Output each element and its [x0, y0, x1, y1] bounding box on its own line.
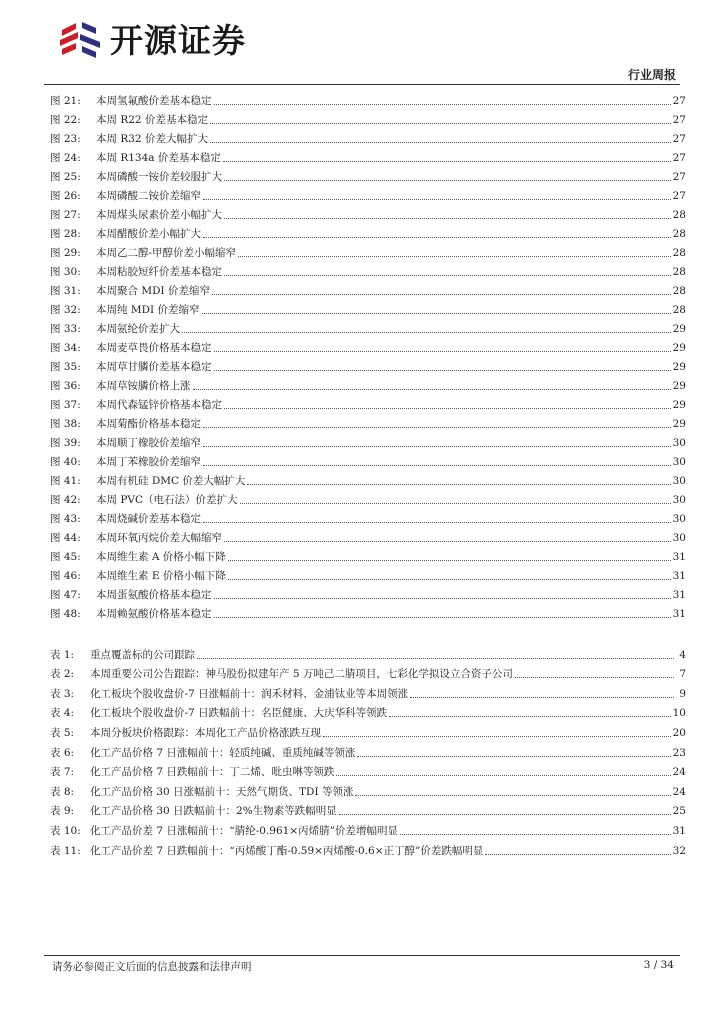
brand-logo-icon	[56, 18, 104, 64]
figure-entry-label: 图 25:	[50, 171, 81, 183]
figure-entry-page: 30	[672, 513, 686, 525]
figure-entry[interactable]	[50, 355, 686, 374]
table-entry-label: 表 11:	[50, 844, 81, 857]
figure-entry-leader	[212, 294, 671, 295]
figure-entry[interactable]	[50, 89, 686, 108]
report-type: 行业周报	[627, 68, 676, 82]
brand-logo	[56, 18, 246, 64]
table-entry-title: 化工产品价格 7 日涨幅前十：轻质纯碱、重质纯碱等领涨	[90, 746, 356, 759]
figure-entry-leader	[224, 541, 671, 542]
table-entry-title: 化工产品价差 7 日跌幅前十：“丙烯酸丁酯-0.59×丙烯酸-0.6×正丁醇”价差跌幅明显	[90, 844, 484, 857]
table-entry-page: 24	[672, 785, 686, 798]
figure-entry-leader	[182, 332, 671, 333]
brand-name: 开源证券	[110, 21, 246, 60]
figure-entry[interactable]	[50, 184, 686, 203]
figure-entry-page: 29	[672, 342, 686, 354]
table-entry-leader	[400, 834, 671, 835]
figure-entry[interactable]	[50, 146, 686, 165]
figure-entry-title: 本周蛋氨酸价格基本稳定	[96, 589, 212, 601]
table-entry-label: 表 3:	[50, 687, 75, 700]
figure-entry-page: 28	[672, 228, 686, 240]
figure-entry-leader	[224, 180, 671, 181]
figure-entry-label: 图 46:	[50, 570, 81, 582]
table-entry-leader	[323, 736, 671, 737]
table-entry-title: 化工产品价格 7 日跌幅前十：丁二烯、吡虫啉等领跌	[90, 766, 335, 779]
figure-entry[interactable]	[50, 298, 686, 317]
figure-entry-leader	[224, 218, 671, 219]
figure-entry-leader	[224, 275, 671, 276]
figure-entry-title: 本周 PVC（电石法）价差扩大	[96, 494, 238, 506]
figure-entry-title: 本周氨纶价差扩大	[96, 323, 180, 335]
figure-entry-title: 本周乙二醇-甲醇价差小幅缩窄	[96, 247, 237, 259]
figure-entry[interactable]	[50, 431, 686, 450]
figure-entry-label: 图 30:	[50, 266, 81, 278]
figure-entry-page: 31	[672, 608, 686, 620]
table-entry-title: 化工产品价格 30 日涨幅前十：天然气期货、TDI 等领涨	[90, 785, 354, 798]
table-entry-leader	[355, 795, 670, 796]
figure-entry-title: 本周环氧丙烷价差大幅缩窄	[96, 532, 222, 544]
figure-entry-label: 图 31:	[50, 285, 81, 297]
figure-entry-leader	[247, 484, 670, 485]
figure-entry-title: 本周丁苯橡胶价差缩窄	[96, 456, 201, 468]
table-entry[interactable]	[50, 818, 686, 838]
figure-entry-page: 29	[672, 323, 686, 335]
figure-entry-label: 图 40:	[50, 456, 81, 468]
figure-entry-page: 28	[672, 266, 686, 278]
page-number: 3 / 34	[643, 959, 674, 971]
table-entry-leader	[515, 677, 674, 678]
figure-entry-leader	[203, 522, 671, 523]
table-entry-label: 表 1:	[50, 648, 75, 661]
figure-entry-title: 本周氢氟酸价差基本稳定	[96, 95, 212, 107]
table-list	[50, 642, 686, 858]
figure-entry-label: 图 24:	[50, 152, 81, 164]
table-entry-page: 9	[679, 687, 686, 700]
figure-entry-title: 本周煤头尿素价差小幅扩大	[96, 209, 222, 221]
figure-entry-title: 本周磷酸一铵价差较服扩大	[96, 171, 222, 183]
table-entry-label: 表 8:	[50, 785, 75, 798]
figure-entry-title: 本周草铵膦价格上涨	[96, 380, 191, 392]
figure-entry-title: 本周 R22 价差基本稳定	[96, 114, 208, 126]
table-entry-title: 化工板块个股收盘价-7 日涨幅前十：润禾材料、金浦钛业等本周领涨	[90, 687, 409, 700]
figure-entry-title: 本周粘胶短纤价差基本稳定	[96, 266, 222, 278]
figure-entry-page: 27	[672, 114, 686, 126]
figure-entry-label: 图 35:	[50, 361, 81, 373]
figure-entry[interactable]	[50, 108, 686, 127]
table-entry-label: 表 10:	[50, 824, 81, 837]
figure-entry-label: 图 21:	[50, 95, 81, 107]
figure-entry-label: 图 36:	[50, 380, 81, 392]
figure-entry-leader	[203, 199, 671, 200]
figure-entry-label: 图 38:	[50, 418, 81, 430]
table-entry[interactable]	[50, 838, 686, 858]
figure-entry[interactable]	[50, 412, 686, 431]
figure-entry-label: 图 42:	[50, 494, 81, 506]
figure-entry-leader	[203, 465, 671, 466]
figure-entry-page: 29	[672, 361, 686, 373]
table-entry-page: 20	[672, 726, 686, 739]
figure-entry-page: 31	[672, 589, 686, 601]
figure-entry-leader	[203, 446, 671, 447]
table-entry-title: 化工产品价格 30 日跌幅前十：2%生物素等跌幅明显	[90, 805, 337, 818]
figure-entry-page: 31	[672, 570, 686, 582]
figure-entry-label: 图 41:	[50, 475, 81, 487]
figure-entry-title: 本周磷酸二铵价差缩窄	[96, 190, 201, 202]
figure-entry[interactable]	[50, 393, 686, 412]
figure-entry-title: 本周聚合 MDI 价差缩窄	[96, 285, 210, 297]
figure-entry-page: 28	[672, 247, 686, 259]
table-entry[interactable]	[50, 701, 686, 721]
figure-entry-page: 27	[672, 152, 686, 164]
figure-entry-title: 本周赖氨酸价格基本稳定	[96, 608, 212, 620]
table-entry-page: 7	[679, 668, 686, 681]
figure-entry-label: 图 34:	[50, 342, 81, 354]
table-entry-title: 本周分板块价格跟踪：本周化工产品价格涨跌互现	[90, 726, 321, 739]
figure-entry[interactable]	[50, 222, 686, 241]
figure-entry-label: 图 23:	[50, 133, 81, 145]
table-entry-page: 32	[672, 844, 686, 857]
figure-entry[interactable]	[50, 127, 686, 146]
figure-entry-page: 30	[672, 532, 686, 544]
header-divider	[44, 84, 680, 85]
table-entry-leader	[197, 658, 674, 659]
figure-entry-page: 28	[672, 285, 686, 297]
figure-entry[interactable]	[50, 203, 686, 222]
footer-divider	[44, 955, 680, 956]
figure-entry-leader	[203, 237, 671, 238]
table-entry-page: 10	[672, 707, 686, 720]
figure-entry[interactable]	[50, 583, 686, 602]
figure-entry-label: 图 29:	[50, 247, 81, 259]
table-entry[interactable]	[50, 642, 686, 662]
figure-entry[interactable]	[50, 260, 686, 279]
figure-entry[interactable]	[50, 545, 686, 564]
figure-entry-page: 28	[672, 304, 686, 316]
figure-entry-title: 本周菊酯价格基本稳定	[96, 418, 201, 430]
table-entry-page: 31	[672, 824, 686, 837]
table-entry-page: 24	[672, 766, 686, 779]
table-entry-page: 23	[672, 746, 686, 759]
figure-entry[interactable]	[50, 526, 686, 545]
figure-entry[interactable]	[50, 602, 686, 621]
table-entry-label: 表 6:	[50, 746, 75, 759]
figure-entry[interactable]	[50, 317, 686, 336]
figure-entry-page: 27	[672, 133, 686, 145]
table-entry-page: 4	[679, 648, 686, 661]
figure-entry-title: 本周维生素 A 价格小幅下降	[96, 551, 226, 563]
figure-entry-page: 29	[672, 418, 686, 430]
table-entry-title: 本周重要公司公告跟踪：神马股份拟建年产 5 万吨己二腈项目，七彩化学拟设立合资子公司	[90, 668, 513, 681]
figure-entry[interactable]	[50, 279, 686, 298]
table-entry-page: 25	[672, 805, 686, 818]
figure-entry-label: 图 22:	[50, 114, 81, 126]
table-entry-leader	[410, 697, 674, 698]
figure-entry-label: 图 44:	[50, 532, 81, 544]
table-entry-label: 表 7:	[50, 766, 75, 779]
figure-entry[interactable]	[50, 564, 686, 583]
table-entry-title: 重点覆盖标的公司跟踪	[90, 648, 195, 661]
table-entry-label: 表 9:	[50, 805, 75, 818]
figure-entry[interactable]	[50, 469, 686, 488]
figure-entry-label: 图 32:	[50, 304, 81, 316]
table-entry[interactable]	[50, 779, 686, 799]
figure-entry[interactable]	[50, 336, 686, 355]
figure-list	[50, 89, 686, 621]
table-entry[interactable]	[50, 760, 686, 780]
figure-entry-leader	[228, 560, 671, 561]
figure-entry-leader	[224, 408, 671, 409]
figure-entry-leader	[214, 370, 671, 371]
figure-entry-label: 图 33:	[50, 323, 81, 335]
figure-entry-title: 本周有机硅 DMC 价差大幅扩大	[96, 475, 246, 487]
table-entry-label: 表 2:	[50, 668, 75, 681]
figure-entry-title: 本周烧碱价差基本稳定	[96, 513, 201, 525]
table-entry-leader	[389, 716, 671, 717]
figure-entry-page: 30	[672, 456, 686, 468]
figure-entry-title: 本周麦草畏价格基本稳定	[96, 342, 212, 354]
figure-entry-label: 图 39:	[50, 437, 81, 449]
figure-entry-title: 本周 R32 价差大幅扩大	[96, 133, 208, 145]
figure-entry-title: 本周代森锰锌价格基本稳定	[96, 399, 222, 411]
table-entry-label: 表 4:	[50, 707, 75, 720]
table-entry[interactable]	[50, 681, 686, 701]
figure-entry-page: 28	[672, 209, 686, 221]
figure-entry[interactable]	[50, 507, 686, 526]
table-entry-label: 表 5:	[50, 726, 75, 739]
figure-entry-page: 30	[672, 494, 686, 506]
figure-entry-leader	[193, 389, 671, 390]
figure-entry[interactable]	[50, 488, 686, 507]
figure-entry-label: 图 28:	[50, 228, 81, 240]
figure-entry-title: 本周纯 MDI 价差缩窄	[96, 304, 200, 316]
figure-entry-page: 29	[672, 380, 686, 392]
disclaimer-note: 请务必参阅正文后面的信息披露和法律声明	[52, 961, 252, 973]
figure-entry-leader	[203, 427, 671, 428]
table-entry-leader	[485, 854, 670, 855]
figure-entry-page: 27	[672, 190, 686, 202]
table-entry-title: 化工板块个股收盘价-7 日跌幅前十：名臣健康、大庆华科等领跌	[90, 707, 388, 720]
figure-entry-page: 27	[672, 171, 686, 183]
figure-entry-title: 本周醋酸价差小幅扩大	[96, 228, 201, 240]
figure-entry[interactable]	[50, 374, 686, 393]
figure-entry-label: 图 27:	[50, 209, 81, 221]
table-entry[interactable]	[50, 720, 686, 740]
table-entry[interactable]	[50, 740, 686, 760]
figure-entry-leader	[228, 579, 671, 580]
figure-entry-leader	[202, 313, 671, 314]
table-entry[interactable]	[50, 799, 686, 819]
figure-entry-page: 27	[672, 95, 686, 107]
figure-entry-leader	[214, 617, 671, 618]
figure-entry-leader	[223, 161, 671, 162]
figure-entry-label: 图 26:	[50, 190, 81, 202]
figure-entry-leader	[240, 503, 671, 504]
figure-entry-label: 图 43:	[50, 513, 81, 525]
figure-entry-leader	[238, 256, 671, 257]
table-entry-title: 化工产品价差 7 日涨幅前十：“腈纶-0.961×丙烯腈”价差增幅明显	[90, 824, 398, 837]
figure-entry[interactable]	[50, 450, 686, 469]
figure-entry-page: 30	[672, 475, 686, 487]
figure-entry[interactable]	[50, 165, 686, 184]
figure-entry-page: 29	[672, 399, 686, 411]
figure-entry[interactable]	[50, 241, 686, 260]
figure-entry-leader	[210, 142, 671, 143]
figure-entry-page: 31	[672, 551, 686, 563]
figure-entry-title: 本周顺丁橡胶价差缩窄	[96, 437, 201, 449]
figure-entry-label: 图 37:	[50, 399, 81, 411]
figure-entry-label: 图 48:	[50, 608, 81, 620]
figure-entry-leader	[214, 104, 671, 105]
table-entry-leader	[357, 756, 670, 757]
figure-entry-title: 本周 R134a 价差基本稳定	[96, 152, 221, 164]
figure-entry-label: 图 45:	[50, 551, 81, 563]
figure-entry-leader	[214, 351, 671, 352]
figure-entry-leader	[210, 123, 671, 124]
figure-entry-title: 本周维生素 E 价格小幅下降	[96, 570, 226, 582]
table-entry-leader	[339, 814, 671, 815]
figure-entry-leader	[214, 598, 671, 599]
table-entry-leader	[336, 775, 670, 776]
figure-entry-title: 本周草甘膦价差基本稳定	[96, 361, 212, 373]
table-entry[interactable]	[50, 662, 686, 682]
figure-entry-label: 图 47:	[50, 589, 81, 601]
figure-entry-page: 30	[672, 437, 686, 449]
